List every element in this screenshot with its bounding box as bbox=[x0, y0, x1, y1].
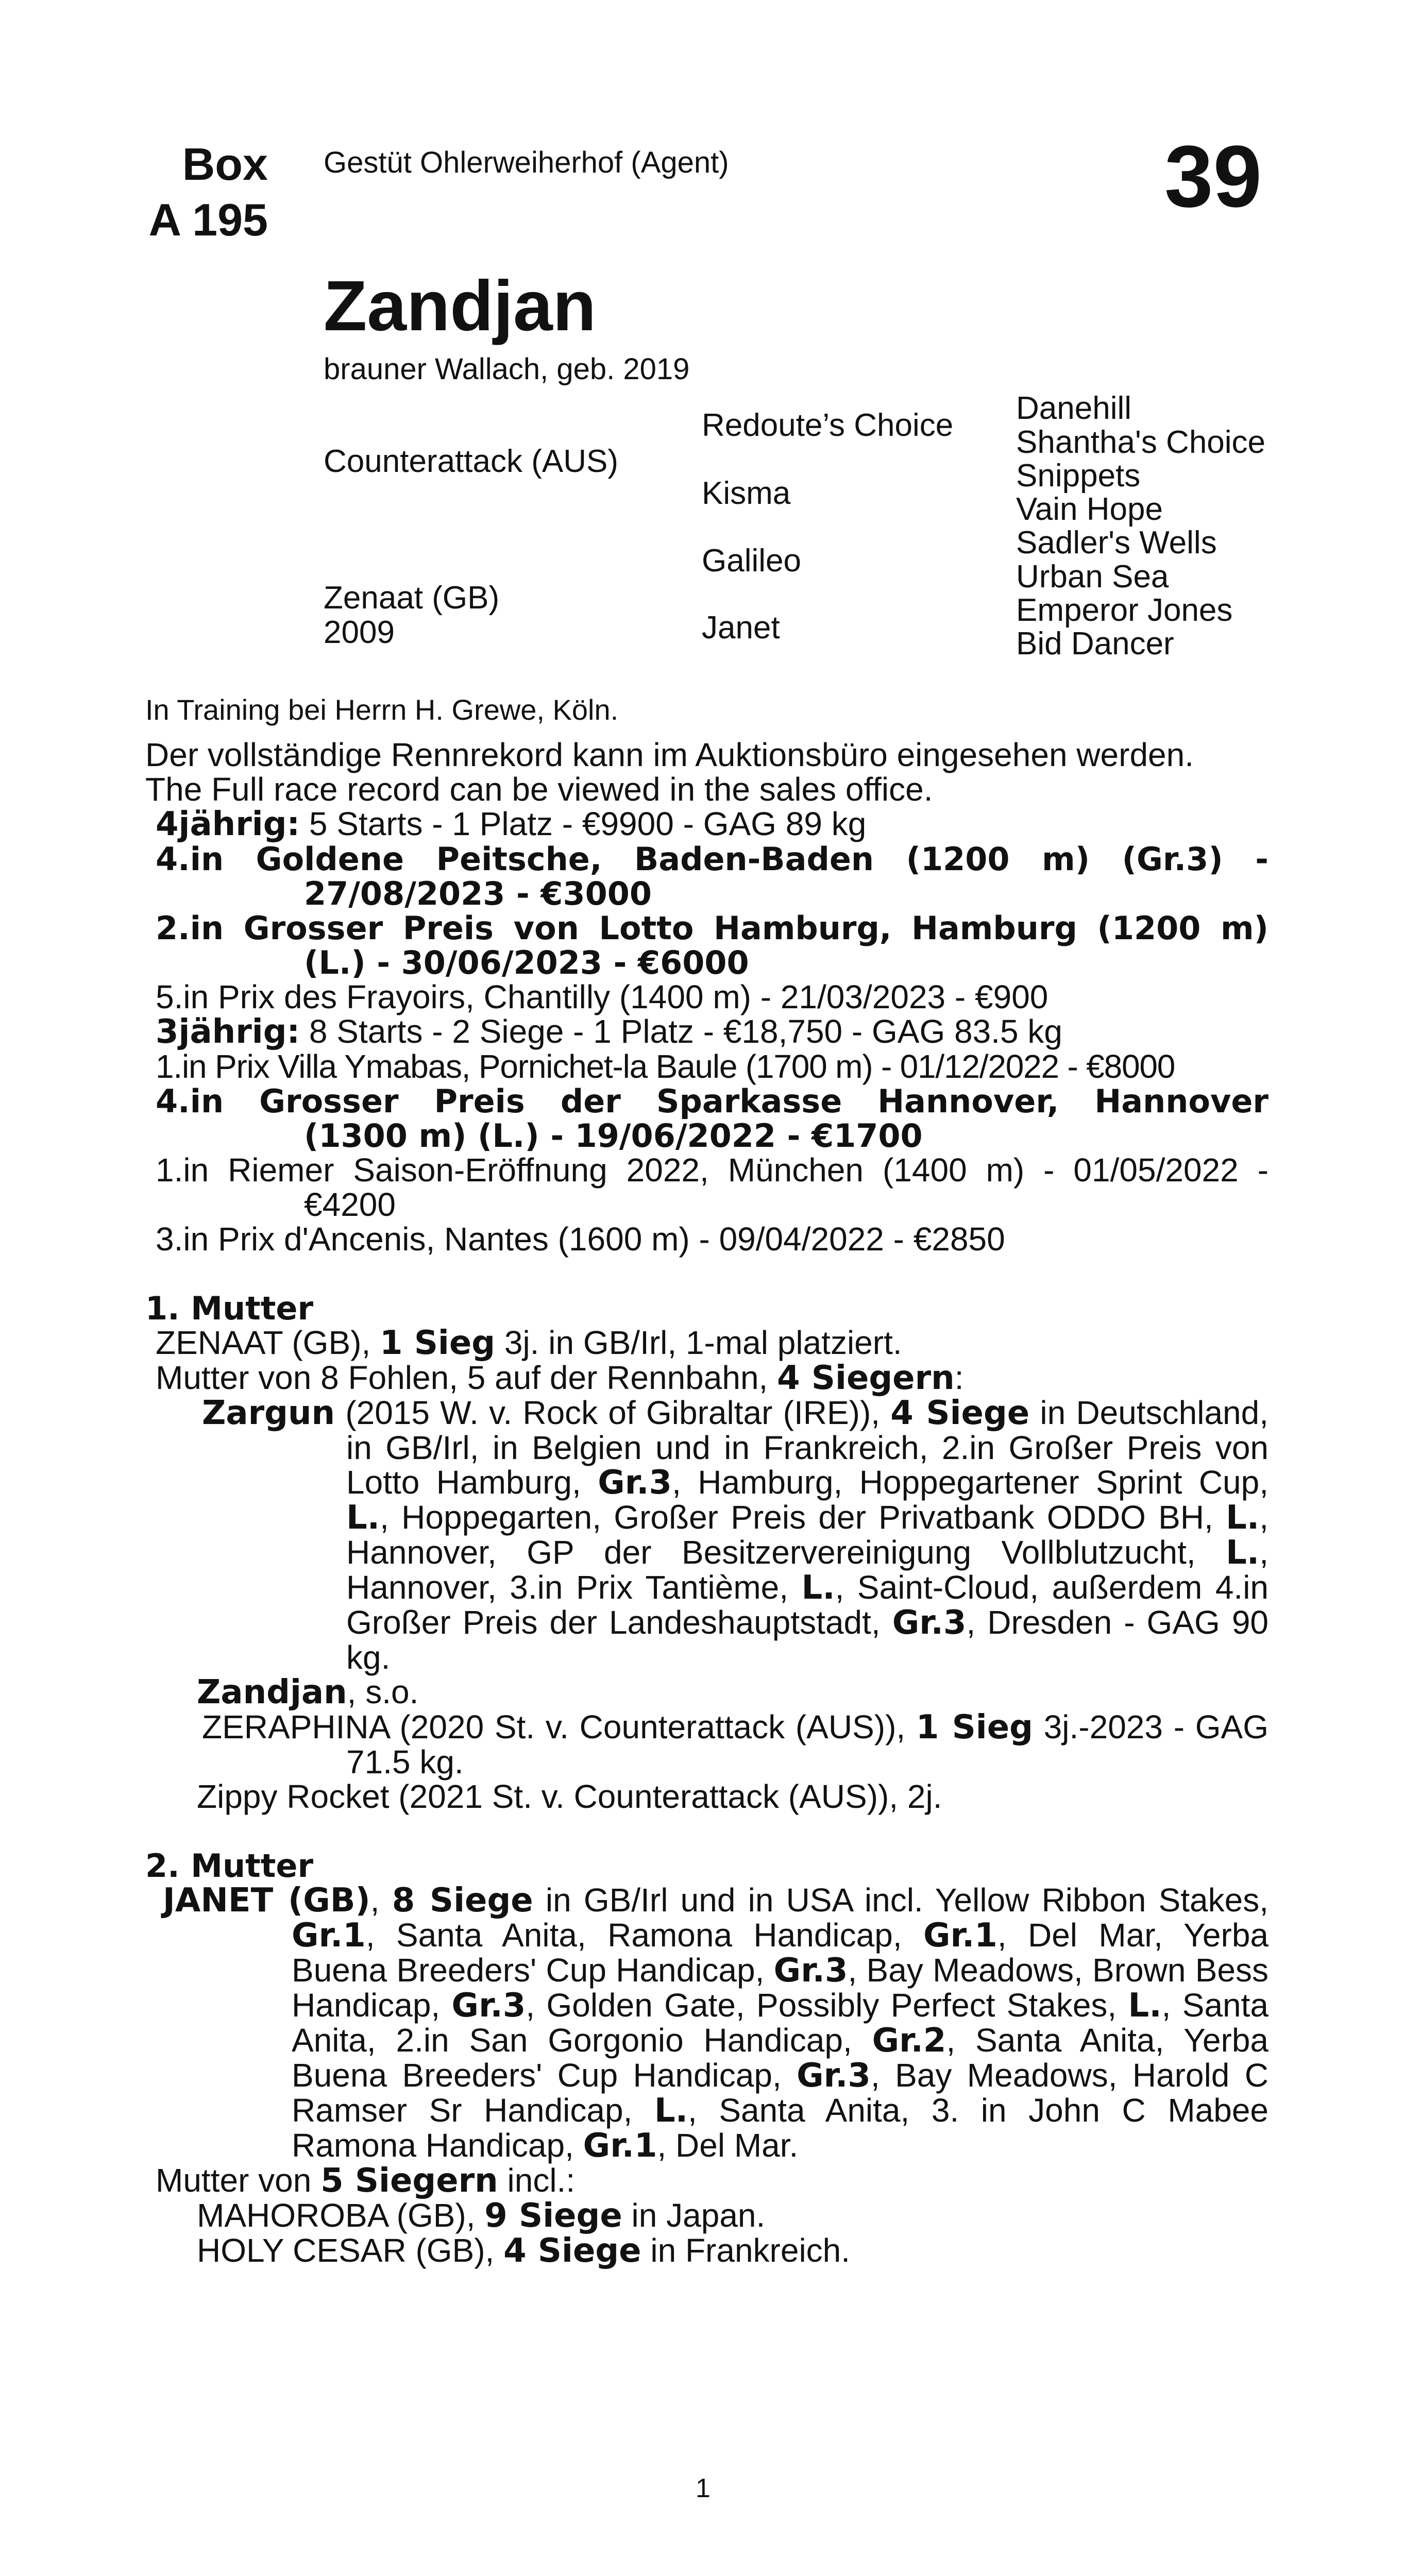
grade-badge: Gr.3 bbox=[773, 1952, 848, 1990]
progeny-mahoroba bbox=[145, 2198, 1268, 2233]
race-entry-6 bbox=[145, 1153, 1268, 1222]
listed-badge: L. bbox=[1226, 1499, 1260, 1537]
first-dam-produce bbox=[145, 1361, 1268, 1396]
second-dam-heading: 2. Mutter bbox=[145, 1847, 314, 1885]
first-dam-summary bbox=[145, 1326, 1268, 1361]
first-dam-produce-text: Mutter von 8 Fohlen, 5 auf der Rennbahn, bbox=[156, 1359, 777, 1396]
box-location bbox=[144, 137, 268, 248]
pedigree-dam-dam: Janet bbox=[702, 610, 780, 646]
pedigree-sire-sire: Redoute’s Choice bbox=[702, 408, 954, 443]
page-number: 1 bbox=[696, 2473, 711, 2503]
second-dam-record bbox=[145, 1883, 1268, 2163]
race-entry-5 bbox=[145, 1084, 1268, 1153]
pedigree-g7: Emperor Jones bbox=[1016, 592, 1233, 628]
second-dam-part: , Santa Anita, 3. in John C Mabee Ramona Handicap, bbox=[292, 2092, 1269, 2164]
progeny-zargun-part: in Deutschland, in GB/Irl, in Belgien und in Frankreich, 2.in Großer Preis von Lotto Hamburg, bbox=[346, 1394, 1269, 1501]
grade-badge: Gr.3 bbox=[892, 1604, 967, 1642]
grade-badge: Gr.3 bbox=[797, 2057, 871, 2095]
progeny-zippy-rocket: Zippy Rocket (2021 St. v. Counterattack (AUS)), 2j. bbox=[197, 1778, 942, 1815]
second-dam-record-text bbox=[156, 1883, 1268, 2163]
progeny-zargun bbox=[145, 1396, 1268, 1675]
progeny-zeraphina bbox=[145, 1710, 1268, 1780]
progeny-zandjan bbox=[145, 1675, 1268, 1710]
box-label: Box bbox=[182, 139, 268, 190]
age3-stats: 8 Starts - 2 Siege - 1 Platz - €18,750 - GAG 83.5 kg bbox=[300, 1013, 1062, 1050]
second-dam-part: , Santa Anita, Ramona Handicap, bbox=[365, 1917, 923, 1954]
race-record-note-en: The Full race record can be viewed in the sales office. bbox=[145, 771, 933, 808]
progeny-mahoroba-wins: 9 Siege bbox=[484, 2197, 622, 2235]
race-record-note-de: Der vollständige Rennrekord kann im Auktionsbüro eingesehen werden. bbox=[145, 736, 1194, 773]
listed-badge: L. bbox=[801, 1569, 835, 1607]
race-entry-2-line-2: (L.) - 30/06/2023 - €6000 bbox=[304, 944, 749, 981]
progeny-zeraphina-wins: 1 Sieg bbox=[916, 1708, 1033, 1747]
second-dam-part: , Del Mar, Yerba Buena Breeders' Cup Handicap, bbox=[292, 1917, 1269, 1989]
race-entry-6-line-1: 1.in Riemer Saison-Eröffnung 2022, München (1400 m) - 01/05/2022 - bbox=[156, 1151, 1268, 1189]
grade-badge: Gr.3 bbox=[451, 1987, 526, 2025]
grade-badge: Gr.1 bbox=[923, 1917, 997, 1955]
progeny-zeraphina-text bbox=[197, 1710, 1268, 1780]
listed-badge: L. bbox=[1226, 1534, 1260, 1572]
age3-label: 3jährig: bbox=[156, 1013, 300, 1051]
progeny-holy-cesar-name: HOLY CESAR (GB), bbox=[197, 2232, 504, 2269]
grade-badge: Gr.1 bbox=[292, 1917, 366, 1955]
pedigree-g8: Bid Dancer bbox=[1016, 626, 1174, 662]
age4-label: 4jährig: bbox=[156, 805, 300, 843]
pedigree-g4: Vain Hope bbox=[1016, 492, 1163, 527]
progeny-zargun-text bbox=[197, 1396, 1268, 1675]
consignor: Gestüt Ohlerweiherhof (Agent) bbox=[324, 146, 729, 179]
race-entry-4: 1.in Prix Villa Ymabas, Pornichet-la Baule (1700 m) - 01/12/2022 - €8000 bbox=[156, 1048, 1175, 1085]
box-number: A 195 bbox=[148, 194, 268, 245]
progeny-zargun-name: Zargun bbox=[202, 1394, 335, 1432]
race-entry-3: 5.in Prix des Frayoirs, Chantilly (1400 m) - 21/03/2023 - €900 bbox=[156, 978, 1048, 1015]
listed-badge: L. bbox=[1128, 1987, 1162, 2025]
pedigree-dam: Zenaat (GB) bbox=[324, 580, 500, 616]
first-dam-rest: 3j. in GB/Irl, 1-mal platziert. bbox=[495, 1324, 902, 1361]
progeny-zargun-part: , Hannover, 3.in Prix Tantième, bbox=[346, 1534, 1268, 1606]
second-dam-part: , Santa Anita, Yerba Buena Breeders' Cup Handicap, bbox=[292, 2022, 1269, 2094]
second-dam-produce-text: Mutter von bbox=[156, 2162, 321, 2199]
progeny-zargun-part: , Hannover, GP der Besitzervereinigung Vollblutzucht, bbox=[346, 1499, 1268, 1571]
progeny-holy-cesar-wins: 4 Siege bbox=[503, 2232, 641, 2270]
listed-badge: L. bbox=[654, 2092, 688, 2130]
pedigree-sire-dam: Kisma bbox=[702, 476, 791, 511]
grade-badge: Gr.2 bbox=[872, 2022, 946, 2060]
pedigree-g6: Urban Sea bbox=[1016, 559, 1169, 595]
horse-description: brauner Wallach, geb. 2019 bbox=[324, 352, 690, 386]
training-note: In Training bei Herrn H. Grewe, Köln. bbox=[145, 693, 619, 726]
second-dam-produce bbox=[145, 2163, 1268, 2198]
progeny-zargun-wins: 4 Siege bbox=[890, 1394, 1030, 1432]
first-dam-produce-winners: 4 Siegern bbox=[777, 1359, 955, 1397]
pedigree-g2: Shantha's Choice bbox=[1016, 425, 1266, 460]
pedigree-g5: Sadler's Wells bbox=[1016, 525, 1217, 561]
second-dam-produce-winners: 5 Siegern bbox=[320, 2162, 498, 2200]
pedigree-g3: Snippets bbox=[1016, 458, 1141, 494]
first-dam-produce-colon: : bbox=[954, 1359, 964, 1396]
second-dam-wins: 8 Siege bbox=[392, 1882, 533, 1920]
race-entry-2 bbox=[145, 911, 1268, 980]
horse-name: Zandjan bbox=[324, 266, 597, 346]
progeny-holy-cesar-rest: in Frankreich. bbox=[641, 2232, 851, 2269]
race-entry-5-line-1: 4.in Grosser Preis der Sparkasse Hannover, Hannover bbox=[156, 1082, 1268, 1120]
second-dam-produce-suffix: incl.: bbox=[498, 2162, 576, 2199]
age4-stats: 5 Starts - 1 Platz - €9900 - GAG 89 kg bbox=[300, 805, 867, 842]
second-dam-part: , Bay Meadows, Brown Bess Handicap, bbox=[292, 1952, 1268, 2024]
race-entry-1 bbox=[145, 842, 1268, 911]
progeny-zargun-part: (2015 W. v. Rock of Gibraltar (IRE)), bbox=[335, 1394, 891, 1431]
progeny-mahoroba-name: MAHOROBA (GB), bbox=[197, 2197, 485, 2234]
pedigree-dam-sire: Galileo bbox=[702, 543, 801, 579]
second-dam-part: , Bay Meadows, Harold C Ramser Sr Handicap, bbox=[292, 2057, 1268, 2129]
progeny-zargun-part: , Dresden - GAG 90 kg. bbox=[346, 1604, 1268, 1676]
second-dam-part: , bbox=[370, 1882, 392, 1919]
pedigree-dam-year: 2009 bbox=[324, 615, 395, 650]
progeny-zandjan-name: Zandjan bbox=[197, 1673, 347, 1711]
progeny-holy-cesar bbox=[145, 2233, 1268, 2268]
race-entry-6-line-2: €4200 bbox=[304, 1186, 396, 1223]
progeny-zargun-part: , Hoppegarten, Großer Preis der Privatbank ODDO BH, bbox=[380, 1499, 1226, 1536]
listed-badge: L. bbox=[346, 1499, 380, 1537]
race-entry-5-line-2: (1300 m) (L.) - 19/06/2022 - €1700 bbox=[304, 1117, 923, 1155]
progeny-zargun-part: , Saint-Cloud, außerdem 4.in Großer Preis der Landeshauptstadt, bbox=[346, 1569, 1269, 1641]
pedigree-sire: Counterattack (AUS) bbox=[324, 444, 618, 479]
race-entry-2-line-1: 2.in Grosser Preis von Lotto Hamburg, Hamburg (1200 m) bbox=[156, 909, 1268, 947]
progeny-zeraphina-part: 3j.-2023 - GAG 71.5 kg. bbox=[346, 1708, 1269, 1781]
progeny-zandjan-rest: , s.o. bbox=[347, 1673, 419, 1710]
second-dam-part: , Santa Anita, 2.in San Gorgonio Handicap, bbox=[292, 1987, 1269, 2059]
race-entry-7: 3.in Prix d'Ancenis, Nantes (1600 m) - 09/04/2022 - €2850 bbox=[156, 1221, 1005, 1258]
progeny-zeraphina-part: ZERAPHINA (2020 St. v. Counterattack (AUS)), bbox=[202, 1708, 916, 1745]
pedigree-g1: Danehill bbox=[1016, 391, 1132, 426]
lot-number: 39 bbox=[1164, 128, 1262, 226]
second-dam-part: , Golden Gate, Possibly Perfect Stakes, bbox=[526, 1987, 1128, 2024]
catalogue-body bbox=[145, 738, 1268, 2268]
second-dam-part: in GB/Irl und in USA incl. Yellow Ribbon Stakes, bbox=[533, 1882, 1269, 1919]
second-dam-name: JANET (GB) bbox=[163, 1882, 370, 1920]
grade-badge: Gr.3 bbox=[598, 1464, 672, 1502]
progeny-zargun-part: , Hamburg, Hoppegartener Sprint Cup, bbox=[672, 1464, 1268, 1501]
grade-badge: Gr.1 bbox=[583, 2127, 657, 2165]
age4-summary bbox=[145, 807, 1268, 842]
age3-summary bbox=[145, 1014, 1268, 1049]
second-dam-part: , Del Mar. bbox=[657, 2127, 799, 2164]
progeny-mahoroba-rest: in Japan. bbox=[622, 2197, 766, 2234]
first-dam-wins: 1 Sieg bbox=[380, 1324, 496, 1362]
first-dam-name: ZENAAT (GB), bbox=[156, 1324, 380, 1361]
race-entry-1-line-1: 4.in Goldene Peitsche, Baden-Baden (1200 m) (Gr.3) - bbox=[156, 840, 1268, 878]
first-dam-heading: 1. Mutter bbox=[145, 1290, 314, 1327]
race-entry-1-line-2: 27/08/2023 - €3000 bbox=[304, 875, 652, 912]
